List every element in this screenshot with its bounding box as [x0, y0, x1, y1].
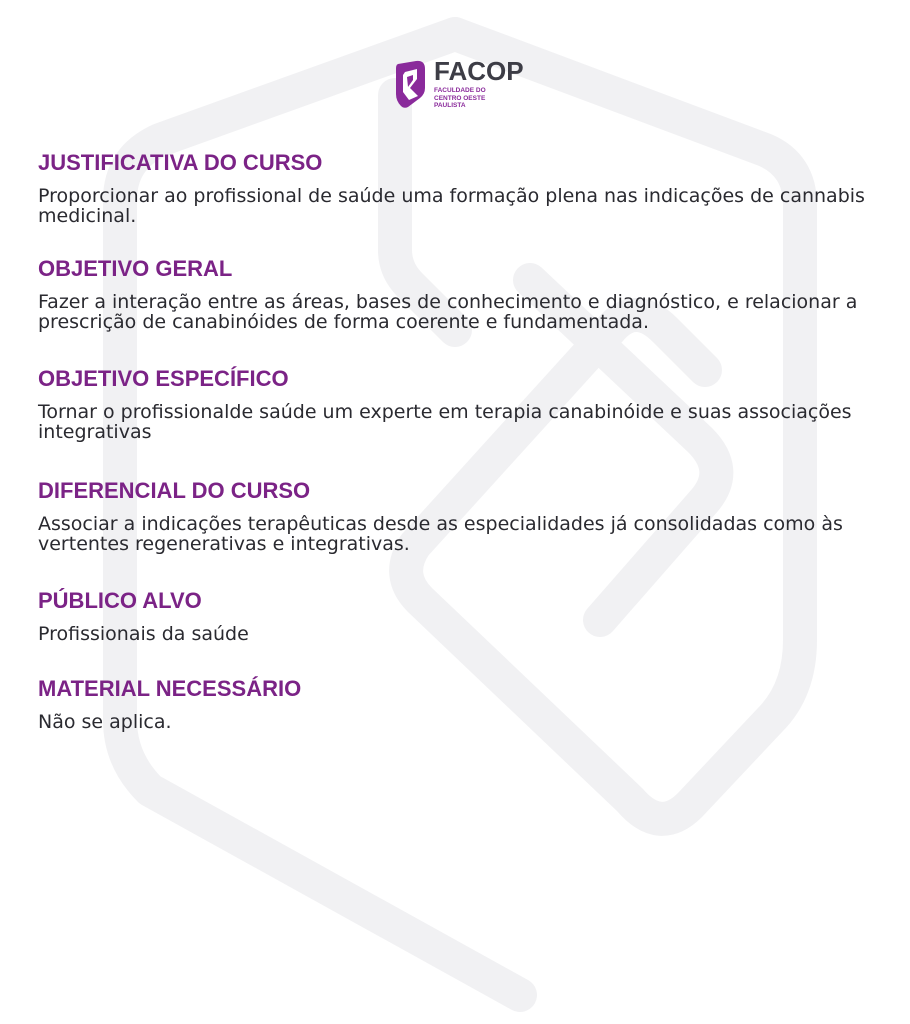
section-material — [38, 676, 888, 732]
section-heading: DIFERENCIAL DO CURSO — [38, 478, 311, 503]
section-justificativa — [38, 150, 888, 226]
section-publico-alvo — [38, 588, 888, 644]
section-diferencial — [38, 478, 888, 554]
section-heading: JUSTIFICATIVA DO CURSO — [38, 150, 323, 175]
logo-subtitle: FACULDADE DO CENTRO OESTE PAULISTA — [434, 87, 486, 109]
section-heading: OBJETIVO GERAL — [38, 256, 233, 281]
section-text: Profissionais da saúde — [38, 623, 249, 645]
section-objetivo-geral — [38, 256, 888, 332]
section-heading: MATERIAL NECESSÁRIO — [38, 676, 302, 701]
logo-name: FACOP — [434, 56, 524, 86]
section-text: Proporcionar ao profissional de saúde uma formação plena nas indicações de cannabis medicinal. — [38, 185, 865, 227]
section-text: Tornar o profissionalde saúde um experte em terapia canabinóide e suas associações integrativas — [38, 401, 852, 443]
section-objetivo-especifico — [38, 366, 888, 442]
section-heading: PÚBLICO ALVO — [38, 588, 202, 613]
section-heading: OBJETIVO ESPECÍFICO — [38, 366, 289, 391]
section-text: Não se aplica. — [38, 711, 172, 733]
section-text: Fazer a interação entre as áreas, bases de conhecimento e diagnóstico, e relacionar a prescrição de canabinóides de forma coerente e fundamentada. — [38, 291, 858, 333]
section-text: Associar a indicações terapêuticas desde as especialidades já consolidadas como às vertentes regenerativas e integrativas. — [38, 513, 843, 555]
